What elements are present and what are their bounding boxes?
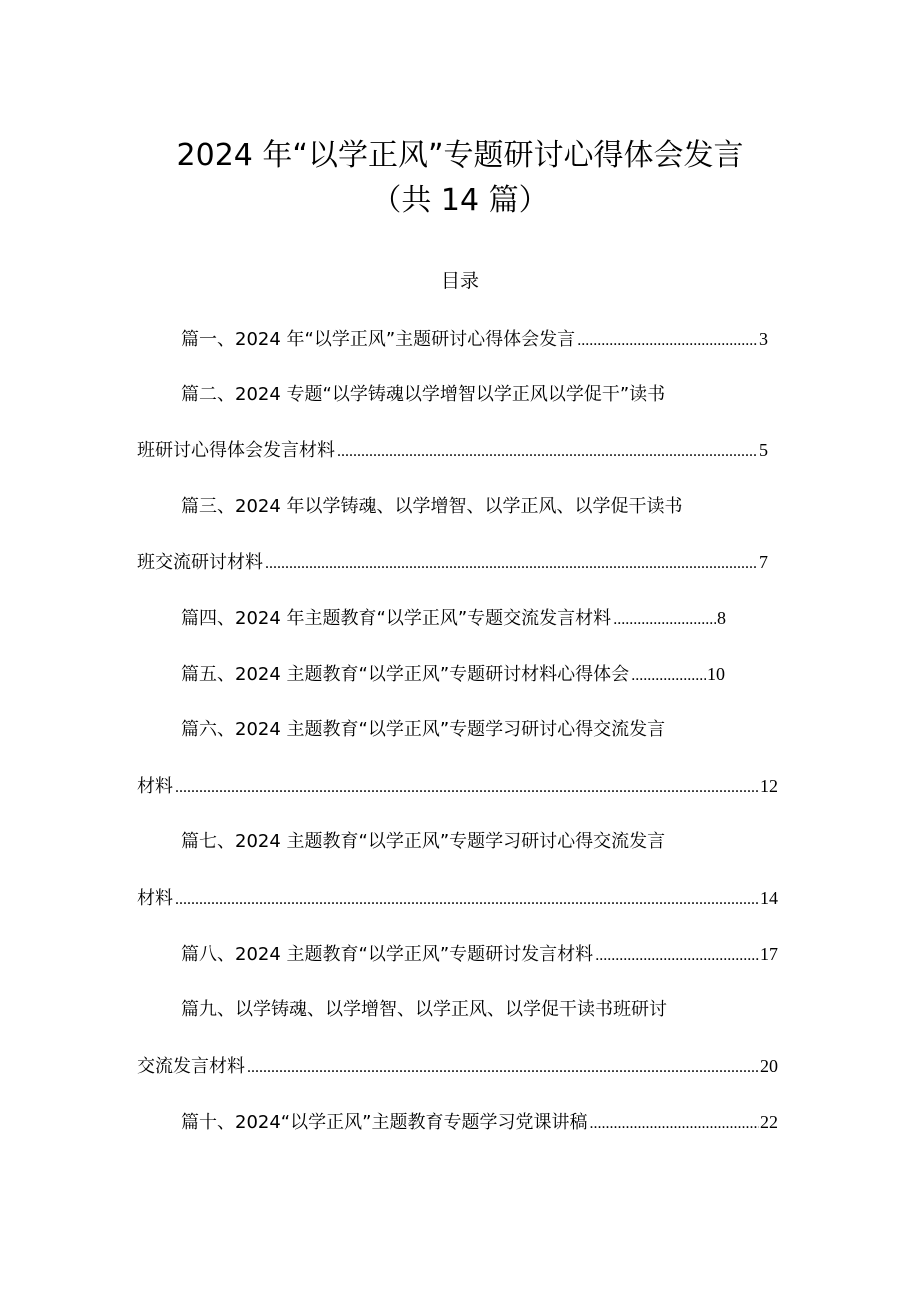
toc-entry-7-line1[interactable]: 篇七、2024 主题教育“以学正风”专题学习研讨心得交流发言 [181, 831, 666, 852]
toc-entry-title: 交流发言材料 [137, 1056, 245, 1077]
toc-entry-6-line1[interactable]: 篇六、2024 主题教育“以学正风”专题学习研讨心得交流发言 [181, 719, 666, 740]
toc-entry-title: 篇十、2024“以学正风”主题教育专题学习党课讲稿 [181, 1112, 588, 1133]
toc-leader-dots [175, 887, 759, 913]
document-subtitle-count: （共 14 篇） [371, 183, 549, 218]
toc-page-number: 10 [707, 664, 725, 684]
toc-entry-3[interactable] [137, 549, 768, 577]
toc-leader-dots [577, 328, 758, 354]
toc-page-number: 5 [759, 440, 768, 460]
toc-entry-1[interactable] [181, 326, 768, 354]
toc-entry-6[interactable] [137, 773, 778, 801]
toc-entry-2[interactable] [137, 437, 768, 465]
toc-entry-4[interactable] [181, 605, 726, 633]
toc-page-number: 8 [717, 608, 726, 628]
toc-entry-title: 班交流研讨材料 [137, 552, 263, 573]
toc-page-number: 12 [760, 776, 778, 796]
toc-heading: 目录 [440, 270, 479, 292]
toc-entry-title: 篇四、2024 年主题教育“以学正风”专题交流发言材料 [181, 608, 612, 629]
toc-leader-dots [265, 551, 758, 577]
toc-entry-title: 篇八、2024 主题教育“以学正风”专题研讨发言材料 [181, 944, 594, 965]
toc-entry-title: 篇一、2024 年“以学正风”主题研讨心得体会发言 [181, 329, 576, 350]
toc-leader-dots [613, 607, 716, 633]
toc-page-number: 22 [760, 1112, 778, 1132]
toc-page-number: 7 [759, 552, 768, 572]
toc-page-number: 17 [760, 944, 778, 964]
toc-entry-3-line1[interactable]: 篇三、2024 年以学铸魂、以学增智、以学正风、以学促干读书 [181, 496, 683, 517]
toc-entry-title: 材料 [137, 888, 173, 909]
toc-leader-dots [247, 1055, 759, 1081]
toc-entry-10[interactable] [181, 1109, 778, 1137]
toc-page-number: 20 [760, 1056, 778, 1076]
toc-leader-dots [175, 775, 759, 801]
toc-leader-dots [595, 943, 759, 969]
toc-entry-title: 班研讨心得体会发言材料 [137, 440, 335, 461]
toc-entry-title: 材料 [137, 776, 173, 797]
toc-entry-7[interactable] [137, 885, 778, 913]
toc-entry-title: 篇五、2024 主题教育“以学正风”专题研讨材料心得体会 [181, 664, 630, 685]
document-title: 2024 年“以学正风”专题研讨心得体会发言 [176, 138, 744, 173]
toc-page-number: 14 [760, 888, 778, 908]
toc-entry-9[interactable] [137, 1053, 778, 1081]
toc-leader-dots [631, 663, 706, 689]
toc-entry-2-line1[interactable]: 篇二、2024 专题“以学铸魂以学增智以学正风以学促干”读书 [181, 384, 666, 405]
toc-entry-5[interactable] [181, 661, 725, 689]
toc-entry-8[interactable] [181, 941, 778, 969]
toc-leader-dots [589, 1111, 759, 1137]
toc-page-number: 3 [759, 329, 768, 349]
toc-entry-9-line1[interactable]: 篇九、以学铸魂、以学增智、以学正风、以学促干读书班研讨 [181, 999, 667, 1020]
toc-leader-dots [337, 439, 758, 465]
